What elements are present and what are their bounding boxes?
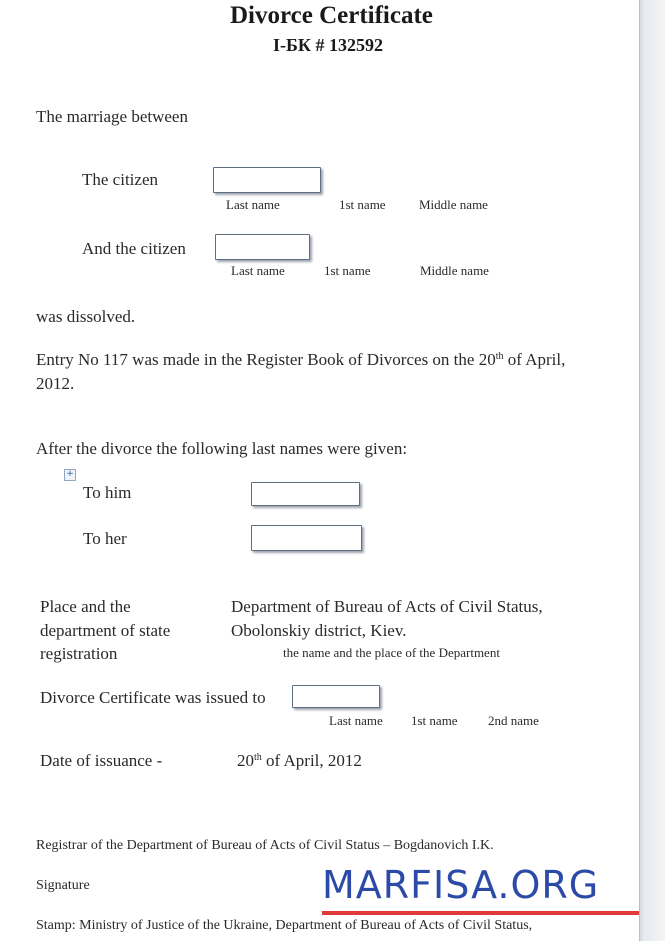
entry-line-1	[36, 350, 565, 370]
place-caption: the name and the place of the Department	[283, 645, 500, 660]
date-value	[237, 751, 362, 771]
entry-line-2: 2012.	[36, 374, 75, 393]
place-value-line-2: Obolonskiy district, Kiev.	[231, 621, 407, 640]
dissolved-text: was dissolved.	[36, 307, 136, 326]
date-label: Date of issuance -	[40, 751, 163, 770]
citizen1-firstname-caption: 1st name	[339, 197, 386, 212]
citizen2-lastname-caption: Last name	[231, 263, 285, 278]
vertical-scrollbar[interactable]	[639, 0, 665, 941]
date-ordinal-suffix: th	[254, 752, 262, 763]
after-divorce-heading: After the divorce the following last names were given:	[36, 439, 408, 458]
place-value-line-1: Department of Bureau of Acts of Civil Status,	[231, 597, 543, 616]
date-day: 20	[237, 751, 254, 770]
citizen2-name-field[interactable]	[215, 234, 310, 260]
stamp-text: Stamp: Ministry of Justice of the Ukraine, Department of Bureau of Acts of Civil Status,	[36, 918, 533, 933]
issued-firstname-caption: 1st name	[411, 713, 458, 728]
place-label-line-1: Place and the	[40, 597, 131, 616]
watermark-underline	[322, 911, 652, 915]
issued-secondname-caption: 2nd name	[488, 713, 539, 728]
citizen2-firstname-caption: 1st name	[324, 263, 371, 278]
issued-lastname-caption: Last name	[329, 713, 383, 728]
citizen1-label: The citizen	[82, 170, 158, 189]
citizen1-lastname-caption: Last name	[226, 197, 280, 212]
citizen1-middlename-caption: Middle name	[419, 197, 488, 212]
watermark-logo: MARFISA.ORG	[322, 863, 600, 907]
date-rest: of April, 2012	[261, 751, 362, 770]
place-label-line-2: department of state	[40, 621, 171, 640]
expand-plus-icon[interactable]: +	[64, 469, 76, 481]
entry-text-start: Entry No 117 was made in the Register Book of Divorces on the 20	[36, 350, 496, 369]
registrar-text: Registrar of the Department of Bureau of Acts of Civil Status – Bogdanovich I.K.	[36, 838, 494, 853]
entry-ordinal-suffix: th	[495, 351, 504, 362]
entry-text-end: of April,	[503, 350, 566, 369]
citizen2-middlename-caption: Middle name	[420, 263, 489, 278]
citizen1-name-field[interactable]	[213, 167, 321, 193]
issued-to-field[interactable]	[292, 685, 380, 708]
to-him-label: To him	[83, 483, 132, 502]
issued-to-label: Divorce Certificate was issued to	[40, 688, 266, 707]
to-him-field[interactable]	[251, 482, 360, 506]
to-her-label: To her	[83, 529, 127, 548]
to-her-field[interactable]	[251, 525, 362, 551]
intro-text: The marriage between	[36, 107, 188, 126]
citizen2-label: And the citizen	[82, 239, 186, 258]
certificate-title: Divorce Certificate	[230, 2, 433, 29]
place-label-line-3: registration	[40, 644, 118, 663]
signature-label: Signature	[36, 878, 90, 893]
certificate-number: I-БК # 132592	[273, 35, 383, 55]
